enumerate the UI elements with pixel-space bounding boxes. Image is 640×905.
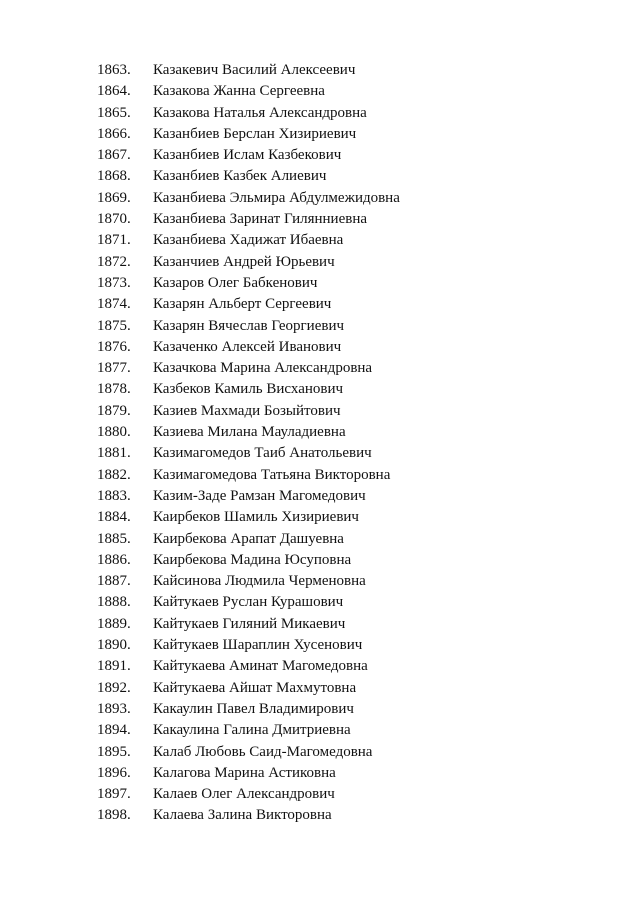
entry-number: 1873. xyxy=(97,274,131,291)
entry-number: 1866. xyxy=(97,125,131,142)
entry-name: Казакова Наталья Александровна xyxy=(153,104,367,121)
list-item xyxy=(97,188,400,209)
list-item xyxy=(97,443,400,464)
entry-name: Казарян Вячеслав Георгиевич xyxy=(153,317,345,334)
list-item xyxy=(97,209,400,230)
entry-name: Казим-Заде Рамзан Магомедович xyxy=(153,487,366,504)
entry-number: 1863. xyxy=(97,62,131,78)
list-item xyxy=(97,742,400,763)
name-list xyxy=(97,60,400,827)
entry-number: 1894. xyxy=(97,722,131,739)
entry-name: Казиева Милана Мауладиевна xyxy=(153,424,346,441)
entry-name: Казакевич Василий Алексеевич xyxy=(153,62,356,78)
entry-number: 1876. xyxy=(97,338,131,355)
list-item xyxy=(97,550,400,571)
list-item xyxy=(97,507,400,528)
entry-name: Каирбекова Арапат Дашуевна xyxy=(153,530,344,547)
list-item xyxy=(97,316,400,337)
entry-number: 1886. xyxy=(97,551,131,568)
list-item xyxy=(97,337,400,358)
list-item xyxy=(97,252,400,273)
list-item xyxy=(97,166,400,187)
entry-name: Казимагомедова Татьяна Викторовна xyxy=(153,466,391,483)
entry-name: Калаева Залина Викторовна xyxy=(153,807,332,824)
entry-number: 1865. xyxy=(97,104,131,121)
entry-name: Каирбекова Мадина Юсуповна xyxy=(153,551,352,568)
entry-number: 1889. xyxy=(97,615,131,632)
entry-number: 1897. xyxy=(97,786,131,803)
list-item xyxy=(97,592,400,613)
entry-number: 1884. xyxy=(97,509,131,526)
entry-name: Казаров Олег Бабкенович xyxy=(153,274,318,291)
list-item xyxy=(97,678,400,699)
entry-name: Калаб Любовь Саид-Магомедовна xyxy=(153,743,373,760)
entry-name: Кайтукаева Айшат Махмутовна xyxy=(153,679,357,696)
entry-number: 1896. xyxy=(97,764,131,781)
entry-number: 1879. xyxy=(97,402,131,419)
entry-number: 1870. xyxy=(97,211,131,228)
entry-name: Калаев Олег Александрович xyxy=(153,786,335,803)
entry-number: 1892. xyxy=(97,679,131,696)
entry-number: 1882. xyxy=(97,466,131,483)
entry-number: 1868. xyxy=(97,168,131,185)
entry-number: 1888. xyxy=(97,594,131,611)
entry-name: Казиев Махмади Бозыйтович xyxy=(153,402,341,419)
entry-name: Кайтукаев Шараплин Хусенович xyxy=(153,637,363,654)
list-item xyxy=(97,273,400,294)
entry-number: 1872. xyxy=(97,253,131,270)
entry-number: 1891. xyxy=(97,658,131,675)
entry-name: Какаулин Павел Владимирович xyxy=(153,700,354,717)
entry-number: 1867. xyxy=(97,147,131,164)
entry-name: Кайтукаев Гиляний Микаевич xyxy=(153,615,346,632)
entry-number: 1874. xyxy=(97,296,131,313)
list-item xyxy=(97,720,400,741)
entry-name: Казанчиев Андрей Юрьевич xyxy=(153,253,335,270)
list-item xyxy=(97,81,400,102)
entry-name: Казанбиева Заринат Гилянниевна xyxy=(153,211,368,228)
entry-name: Казимагомедов Таиб Анатольевич xyxy=(153,445,372,462)
list-item xyxy=(97,635,400,656)
list-item xyxy=(97,763,400,784)
entry-name: Кайтукаев Руслан Курашович xyxy=(153,594,344,611)
entry-number: 1864. xyxy=(97,83,131,100)
entry-name: Казаченко Алексей Иванович xyxy=(153,338,342,355)
entry-number: 1885. xyxy=(97,530,131,547)
entry-name: Кайтукаева Аминат Магомедовна xyxy=(153,658,368,675)
list-item xyxy=(97,379,400,400)
list-item xyxy=(97,805,400,826)
entry-name: Калагова Марина Астиковна xyxy=(153,764,336,781)
entry-name: Казбеков Камиль Висханович xyxy=(153,381,344,398)
entry-number: 1887. xyxy=(97,573,131,590)
entry-number: 1883. xyxy=(97,487,131,504)
entry-name: Каирбеков Шамиль Хизириевич xyxy=(153,509,359,526)
entry-number: 1898. xyxy=(97,807,131,824)
list-item xyxy=(97,230,400,251)
entry-name: Какаулина Галина Дмитриевна xyxy=(153,722,351,739)
entry-name: Казачкова Марина Александровна xyxy=(153,360,373,377)
entry-number: 1895. xyxy=(97,743,131,760)
entry-number: 1878. xyxy=(97,381,131,398)
entry-name: Казанбиев Берслан Хизириевич xyxy=(153,125,357,142)
entry-number: 1877. xyxy=(97,360,131,377)
list-item xyxy=(97,656,400,677)
list-item xyxy=(97,103,400,124)
list-item xyxy=(97,465,400,486)
list-item xyxy=(97,529,400,550)
list-item xyxy=(97,784,400,805)
entry-name: Казанбиев Казбек Алиевич xyxy=(153,168,327,185)
entry-name: Кайсинова Людмила Черменовна xyxy=(153,573,366,590)
entry-name: Казанбиев Ислам Казбекович xyxy=(153,147,342,164)
entry-name: Казарян Альберт Сергеевич xyxy=(153,296,332,313)
entry-number: 1869. xyxy=(97,189,131,206)
list-item xyxy=(97,60,400,81)
entry-name: Казанбиева Хадижат Ибаевна xyxy=(153,232,344,249)
list-item xyxy=(97,401,400,422)
list-item xyxy=(97,614,400,635)
list-item xyxy=(97,699,400,720)
list-item xyxy=(97,571,400,592)
entry-number: 1880. xyxy=(97,424,131,441)
entry-number: 1890. xyxy=(97,637,131,654)
list-item xyxy=(97,145,400,166)
entry-number: 1893. xyxy=(97,700,131,717)
entry-name: Казакова Жанна Сергеевна xyxy=(153,83,325,100)
list-item xyxy=(97,422,400,443)
entry-number: 1871. xyxy=(97,232,131,249)
list-item xyxy=(97,358,400,379)
list-item xyxy=(97,124,400,145)
entry-number: 1881. xyxy=(97,445,131,462)
entry-number: 1875. xyxy=(97,317,131,334)
entry-name: Казанбиева Эльмира Абдулмежидовна xyxy=(153,189,400,206)
list-item xyxy=(97,486,400,507)
list-item xyxy=(97,294,400,315)
